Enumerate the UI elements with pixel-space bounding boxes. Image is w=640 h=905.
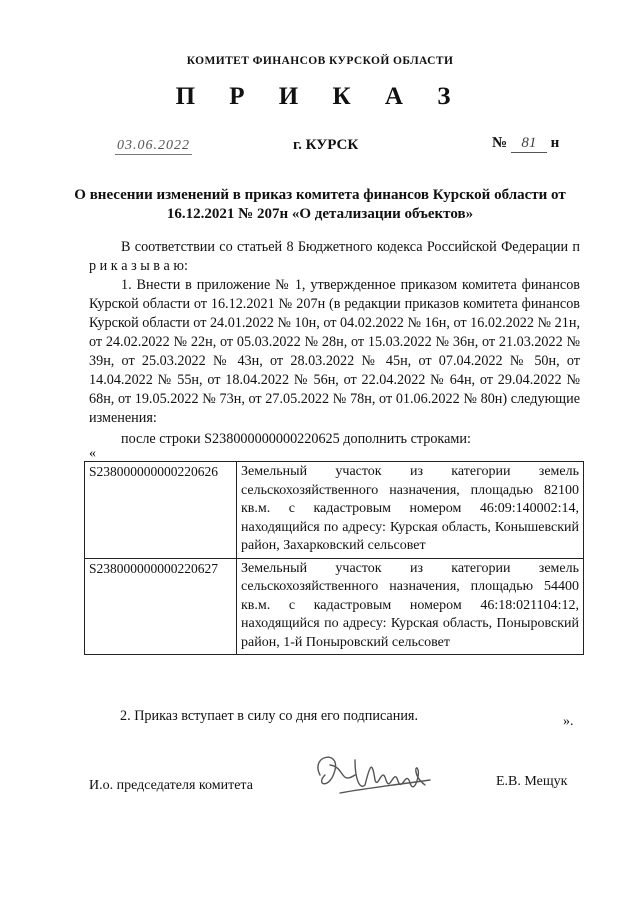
item-2-paragraph: 2. Приказ вступает в силу со дня его подписания. [120,708,418,724]
handwritten-signature [300,745,460,805]
number-suffix: н [550,135,560,151]
objects-table [84,461,584,655]
object-description: Земельный участок из категории земель сельскохозяйственного назначения, площадью 82100 кв.м. с кадастровым номером 46:09:140002:14, находящийся по адресу: Курская область, Конышевский район, Захарковский сельсовет [237,462,584,559]
object-description: Земельный участок из категории земель сельскохозяйственного назначения, площадью 54400 кв.м. с кадастровым номером 46:18:021104:12, находящийся по адресу: Курская область, Поныровский район, 1-й Поныровский сельсовет [237,558,584,655]
object-code: S238000000000220627 [85,558,237,655]
city-label: г. КУРСК [293,137,359,153]
quote-open: « [89,446,96,461]
order-title: О внесении изменений в приказ комитета финансов Курской области от 16.12.2021 № 207н «О детализации объектов» [74,187,566,222]
table-row [85,462,584,559]
item-1-paragraph: 1. Внести в приложение № 1, утвержденное приказом комитета финансов Курской области от 16.12.2021 № 207н (в редакции приказов комитета финансов Курской области от 24.01.2022 № 10н, от 04.02.2022 № 16н, от 16.02.2022 № 21н, от 24.02.2022 № 22н, от 05.03.2022 № 28н, от 15.03.2022 № 36н, от 21.03.2022 № 39н, от 25.03.2022 № 43н, от 28.03.2022 № 45н, от 07.04.2022 № 50н, от 14.04.2022 № 55н, от 18.04.2022 № 56н, от 22.04.2022 № 64н, от 29.04.2022 № 68н, от 19.05.2022 № 73н, от 27.05.2022 № 78н, от 01.06.2022 № 80н) следующие изменения: [89,277,580,426]
intro-paragraph: В соответствии со статьей 8 Бюджетного кодекса Российской Федерации п р и к а з ы в а ю: [89,239,580,274]
order-number [492,135,559,153]
committee-header: КОМИТЕТ ФИНАНСОВ КУРСКОЙ ОБЛАСТИ [186,55,454,67]
object-code: S238000000000220626 [85,462,237,559]
after-line-paragraph: после строки S238000000000220625 дополнить строками: [121,431,471,447]
table-row [85,558,584,655]
handwritten-number: 81 [511,135,547,153]
handwritten-date: 03.06.2022 [117,138,190,153]
number-prefix: № [492,135,508,151]
quote-close: ». [563,714,574,729]
signatory-name: Е.В. Мещук [496,774,568,789]
signatory-position: И.о. председателя комитета [89,778,253,793]
document-type-title: П Р И К А З [175,83,465,110]
